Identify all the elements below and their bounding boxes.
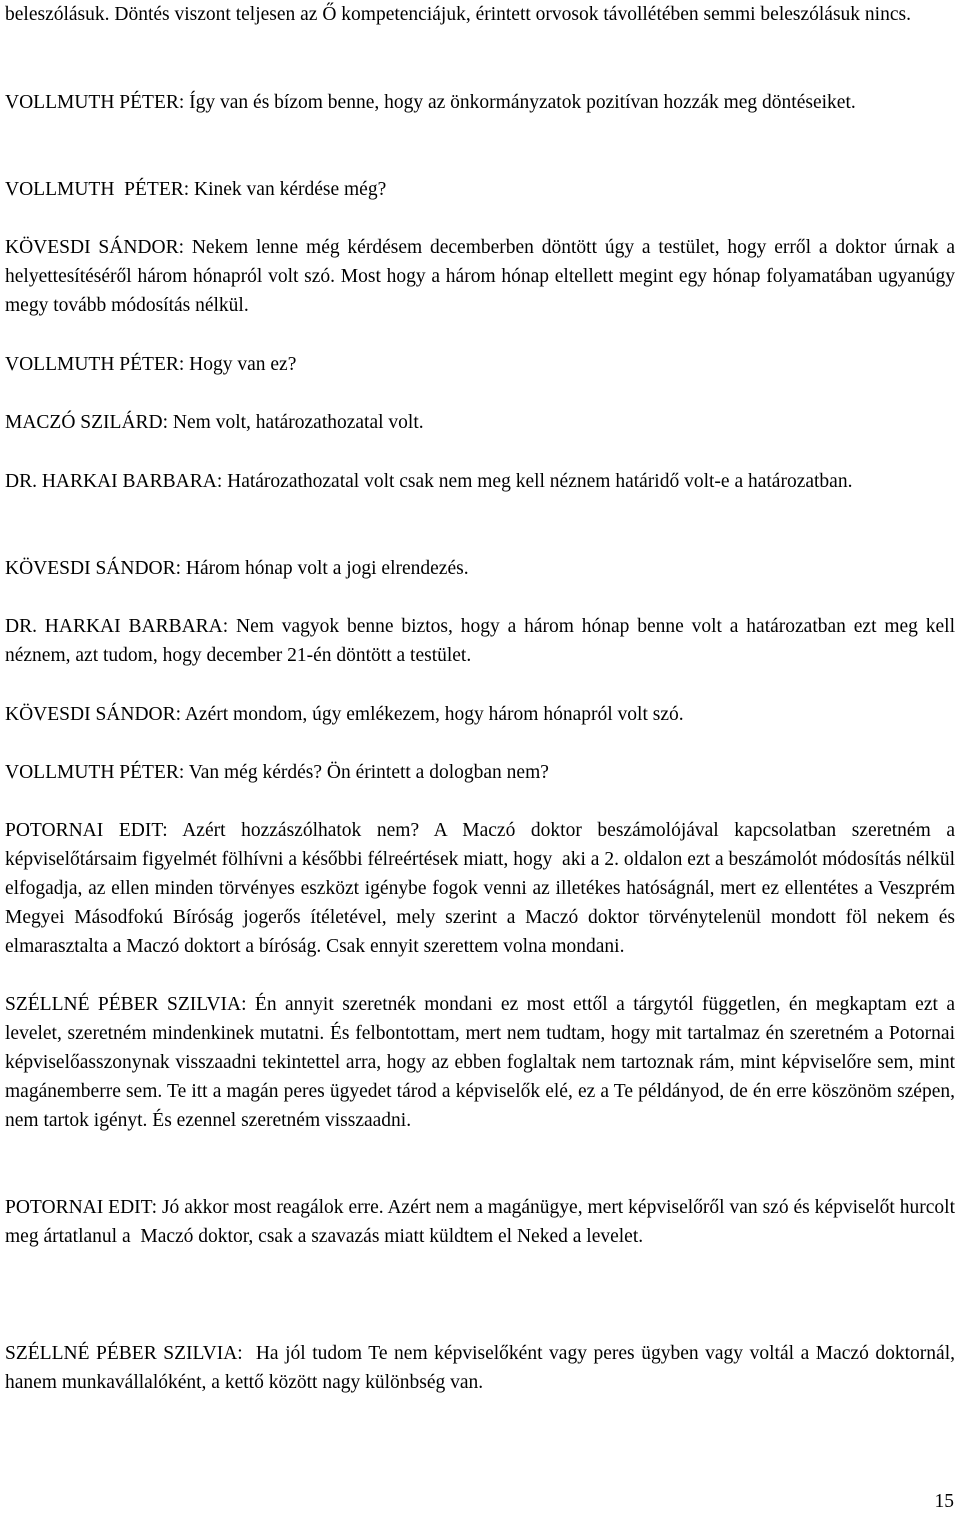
- page-number: 15: [934, 1491, 954, 1512]
- paragraph-vollmuth-3: VOLLMUTH PÉTER: Hogy van ez?: [5, 354, 297, 375]
- paragraph-vollmuth-4: VOLLMUTH PÉTER: Van még kérdés? Ön érintett a dologban nem?: [5, 762, 549, 783]
- paragraph-harkai-1: DR. HARKAI BARBARA: Határozathozatal volt csak nem meg kell néznem határidő volt-e a határozatban.: [5, 471, 853, 492]
- paragraph-potornai-1: POTORNAI EDIT: Azért hozzászólhatok nem? A Maczó doktor beszámolójával kapcsolatban szeretném a képviselőtársaim figyelmét fölhívni a későbbi félreértések miatt, hogy aki a 2. oldalon ezt a beszámolót módosítás nélkül elfogadja, az ellen minden törvényes eszközt igénybe fogok venni az illetékes hatóságnál, mert ez ellentétes a Veszprém Megyei Másodfokú Bíróság jogerős ítéletével, mely szerint a Maczó doktor törvénytelenül mondott föl nekem és elmarasztalta a Maczó doktort a bíróság. Csak ennyit szerettem volna mondani.: [5, 820, 960, 957]
- paragraph-szellne-1: SZÉLLNÉ PÉBER SZILVIA: Én annyit szeretnék mondani ez most ettől a tárgytól független, én megkaptam ezt a levelet, szeretném mindenkinek mutatni. És felbontottam, mert nem tudtam, hogy mit tartalmaz én szeretném a Potornai képviselőasszonynak visszaadni tekintettel arra, hogy az ebben foglaltak nem tartoznak rám, mint képviselőre sem, mint magánemberre sem. Te itt a magán peres ügyedet tárod a képviselők elé, ez a Te példányod, de én erre köszönöm szépen, nem tartok igényt. És ezennel szeretném visszaadni.: [5, 994, 955, 1131]
- paragraph-kovesdi-1: KÖVESDI SÁNDOR: Nekem lenne még kérdésem decemberben döntött úgy a testület, hogy erről a doktor úrnak a helyettesítéséről három hónapról volt szó. Most hogy a három hónap eltellett megint egy hónap folyamatában ugyanúgy megy tovább módosítás nélkül.: [5, 237, 955, 316]
- paragraph-kovesdi-2: KÖVESDI SÁNDOR: Három hónap volt a jogi elrendezés.: [5, 558, 469, 579]
- paragraph-szellne-2: SZÉLLNÉ PÉBER SZILVIA: Ha jól tudom Te nem képviselőként vagy peres ügyben vagy voltál a Maczó doktornál, hanem munkavállalóként, a kettő között nagy különbség van.: [5, 1343, 960, 1393]
- paragraph-continuation: beleszólásuk. Döntés viszont teljesen az Ő kompetenciájuk, érintett orvosok távollétében semmi beleszólásuk nincs.: [5, 4, 911, 25]
- paragraph-maczo-1: MACZÓ SZILÁRD: Nem volt, határozathozatal volt.: [5, 412, 424, 433]
- paragraph-vollmuth-2: VOLLMUTH PÉTER: Kinek van kérdése még?: [5, 179, 387, 200]
- paragraph-harkai-2: DR. HARKAI BARBARA: Nem vagyok benne biztos, hogy a három hónap benne volt a határozatban ezt meg kell néznem, azt tudom, hogy december 21-én döntött a testület.: [5, 616, 955, 666]
- paragraph-potornai-2: POTORNAI EDIT: Jó akkor most reagálok erre. Azért nem a magánügye, mert képviselőről van szó és képviselőt hurcolt meg ártatlanul a Maczó doktor, csak a szavazás miatt küldtem el Neked a levelet.: [5, 1197, 960, 1247]
- paragraph-vollmuth-1: VOLLMUTH PÉTER: Így van és bízom benne, hogy az önkormányzatok pozitívan hozzák meg döntéseiket.: [5, 92, 856, 113]
- paragraph-kovesdi-3: KÖVESDI SÁNDOR: Azért mondom, úgy emlékezem, hogy három hónapról volt szó.: [5, 704, 684, 725]
